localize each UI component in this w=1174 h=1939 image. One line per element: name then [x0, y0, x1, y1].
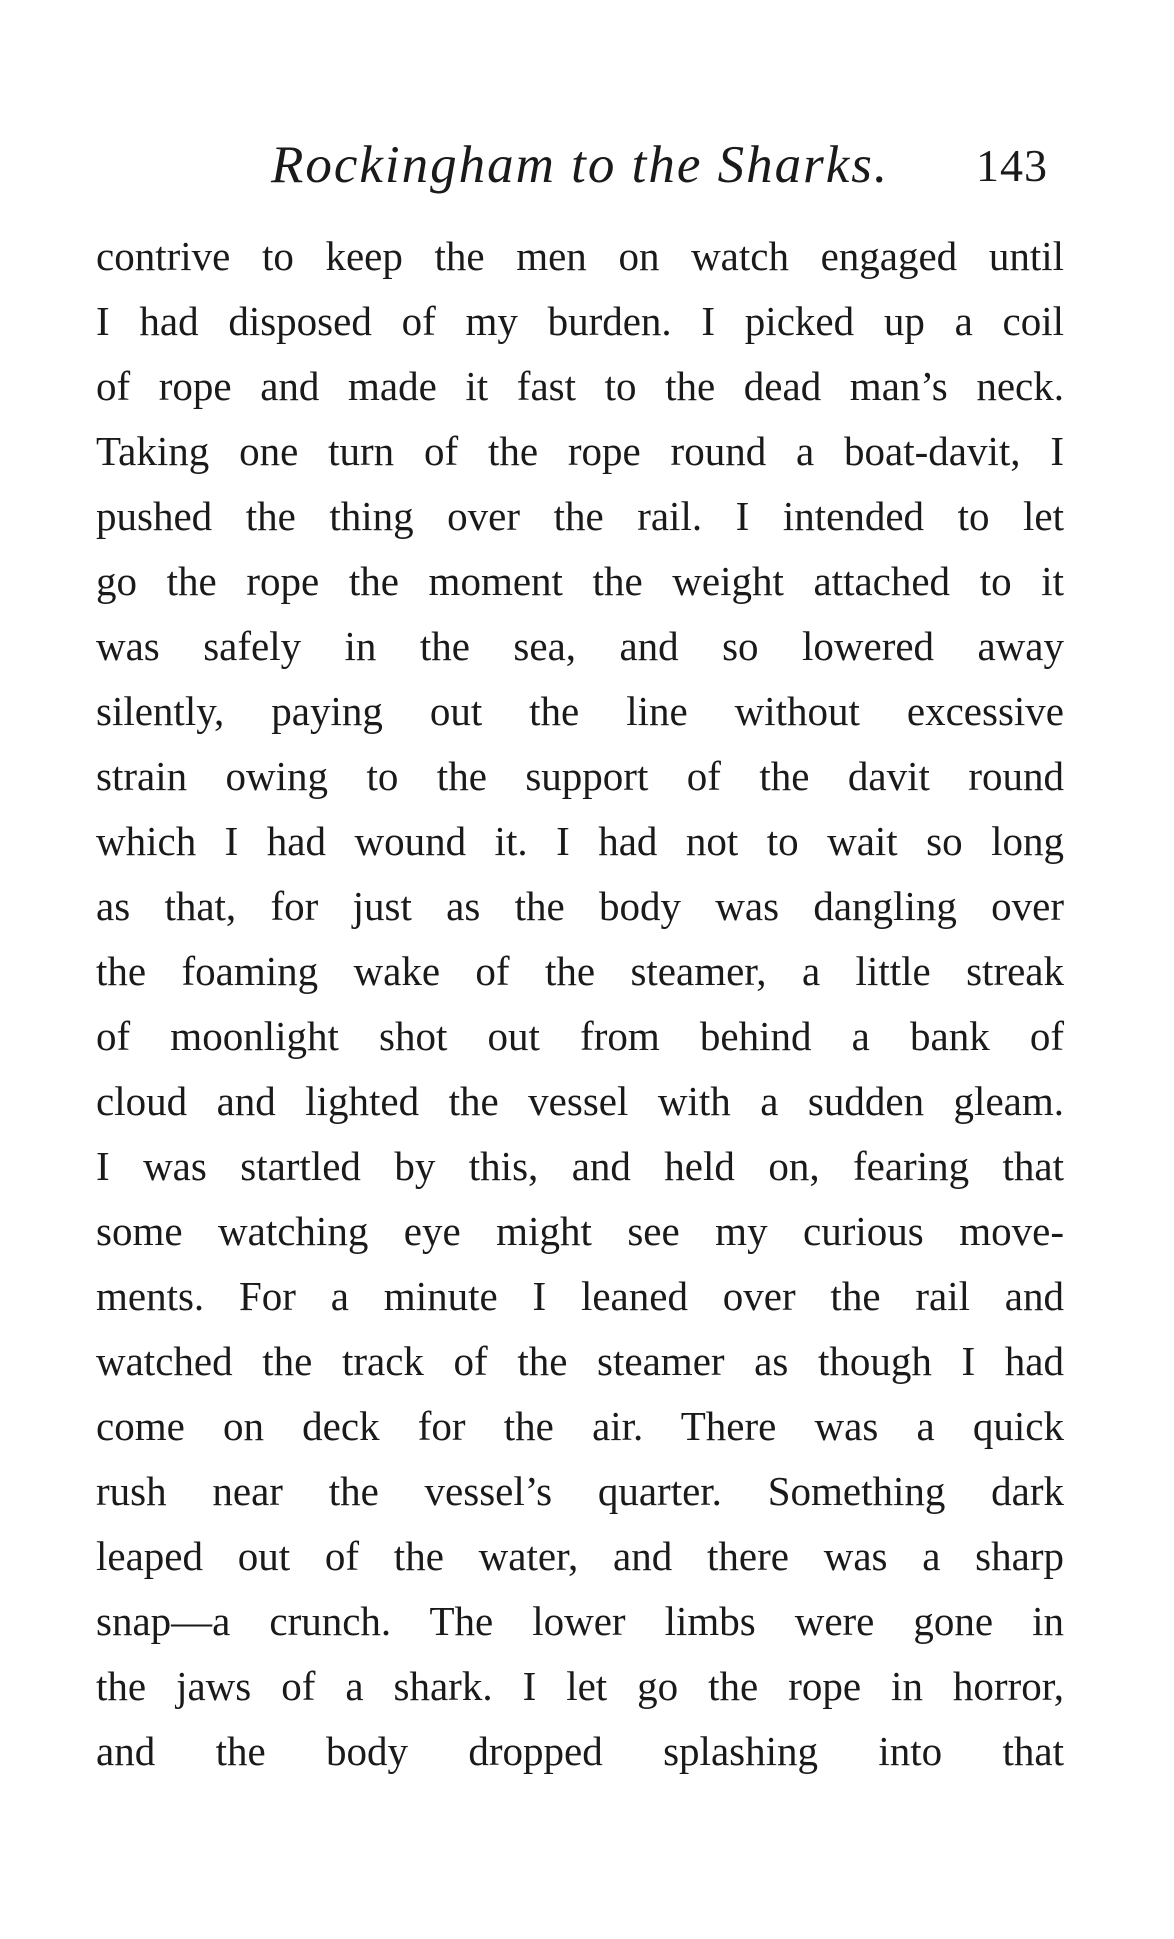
text-line: pushed the thing over the rail. I intended to let	[96, 493, 1064, 539]
text-line: of rope and made it fast to the dead man’s neck.	[96, 363, 1064, 409]
text-line: contrive to keep the men on watch engaged until	[96, 233, 1064, 279]
text-line: the jaws of a shark. I let go the rope in horror,	[96, 1663, 1064, 1709]
text-line: some watching eye might see my curious move-	[96, 1208, 1064, 1254]
text-line: and the body dropped splashing into that	[96, 1728, 1064, 1774]
text-line: of moonlight shot out from behind a bank of	[96, 1013, 1064, 1059]
text-line: go the rope the moment the weight attached to it	[96, 558, 1064, 604]
text-line: watched the track of the steamer as though I had	[96, 1338, 1064, 1384]
text-line: as that, for just as the body was dangling over	[96, 883, 1064, 929]
text-line: which I had wound it. I had not to wait so long	[96, 818, 1064, 864]
text-line: silently, paying out the line without excessive	[96, 688, 1064, 734]
text-line: was safely in the sea, and so lowered away	[96, 623, 1064, 669]
text-line: rush near the vessel’s quarter. Something dark	[96, 1468, 1064, 1514]
body-text	[96, 224, 1064, 1784]
text-line: come on deck for the air. There was a quick	[96, 1403, 1064, 1449]
text-line: I was startled by this, and held on, fearing that	[96, 1143, 1064, 1189]
page-number: 143	[976, 140, 1048, 191]
text-line: snap—a crunch. The lower limbs were gone in	[96, 1598, 1064, 1644]
running-head	[96, 135, 1076, 205]
text-line: ments. For a minute I leaned over the rail and	[96, 1273, 1064, 1319]
text-line: cloud and lighted the vessel with a sudden gleam.	[96, 1078, 1064, 1124]
text-line: Taking one turn of the rope round a boat-davit, I	[96, 428, 1064, 474]
text-line: I had disposed of my burden. I picked up a coil	[96, 298, 1064, 344]
running-title: Rockingham to the Sharks.	[271, 136, 890, 194]
text-line: leaped out of the water, and there was a sharp	[96, 1533, 1064, 1579]
text-line: the foaming wake of the steamer, a little streak	[96, 948, 1064, 994]
text-line: strain owing to the support of the davit round	[96, 753, 1064, 799]
